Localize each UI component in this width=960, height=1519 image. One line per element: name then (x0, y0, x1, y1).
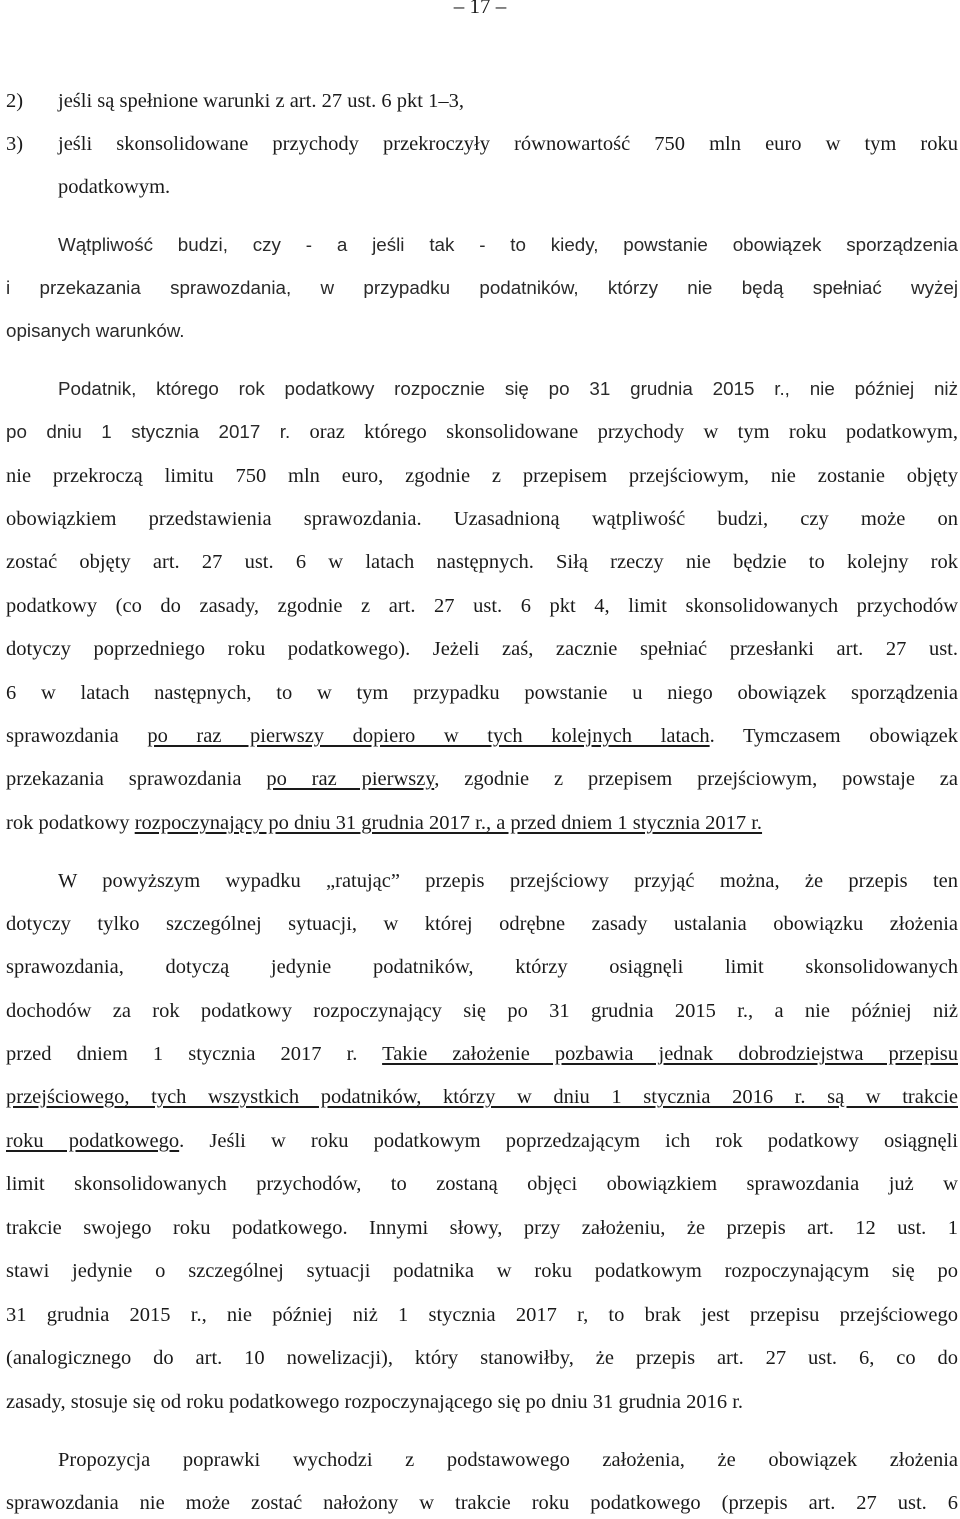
underlined-text: rozpoczynający po dniu 31 grudnia 2017 r., a przed dniem 1 stycznia 2017 r. (134, 812, 763, 834)
underlined-text: po raz pierwszy dopiero w tych kolejnych latach (147, 725, 710, 747)
paragraph-line (6, 766, 958, 792)
page-number: – 17 – (453, 0, 507, 18)
paragraph-fragment: po dniu 1 stycznia 2017 r. (6, 421, 291, 442)
paragraph-line: Wątpliwość budzi, czy - a jeśli tak - to kiedy, powstanie obowiązek sporządzenia (58, 234, 958, 255)
paragraph-fragment: . Jeśli w roku podatkowym poprzedzającym ich rok podatkowy osiągnęli (179, 1130, 959, 1152)
paragraph-line: zostać objęty art. 27 ust. 6 w latach następnych. Siłą rzeczy nie będzie to kolejny rok (6, 551, 958, 573)
paragraph-line: Propozycja poprawki wychodzi z podstawowego założenia, że obowiązek złożenia (58, 1449, 958, 1471)
underlined-text: roku podatkowego (6, 1130, 180, 1152)
paragraph-line (6, 1041, 958, 1067)
list-item-number: 2) (6, 90, 24, 112)
paragraph-line: stawi jedynie o szczególnej sytuacji podatnika w roku podatkowym rozpoczynającym się po (6, 1260, 958, 1282)
list-item-text: jeśli skonsolidowane przychody przekroczyły równowartość 750 mln euro w tym roku (58, 133, 958, 155)
paragraph-line: podatkowy (co do zasady, zgodnie z art. 27 ust. 6 pkt 4, limit skonsolidowanych przychodów (6, 595, 958, 617)
paragraph-line: nie przekroczą limitu 750 mln euro, zgodnie z przepisem przejściowym, nie zostanie objęty (6, 465, 958, 487)
paragraph-line: opisanych warunków. (6, 320, 185, 341)
paragraph-line: zasady, stosuje się od roku podatkowego rozpoczynającego się po dniu 31 grudnia 2016 r. (6, 1391, 744, 1413)
list-item-continuation: podatkowym. (58, 176, 171, 198)
list-item-number: 3) (6, 133, 24, 155)
paragraph-line: limit skonsolidowanych przychodów, to zostaną objęci obowiązkiem sprawozdania już w (6, 1173, 958, 1195)
list-item-text: jeśli są spełnione warunki z art. 27 ust. 6 pkt 1–3, (58, 90, 464, 112)
paragraph-line (6, 723, 958, 749)
paragraph-line: dotyczy poprzedniego roku podatkowego). Jeżeli zaś, zacznie spełniać przesłanki art. 27 ust. (6, 638, 958, 660)
paragraph-line: Podatnik, którego rok podatkowy rozpocznie się po 31 grudnia 2015 r., nie później niż (58, 378, 958, 399)
paragraph-fragment: przekazania sprawozdania (6, 768, 267, 790)
paragraph-line-underlined: przejściowego, tych wszystkich podatników, którzy w dniu 1 stycznia 2016 r. są w trakcie (6, 1086, 958, 1108)
paragraph-line: i przekazania sprawozdania, w przypadku podatników, którzy nie będą spełniać wyżej (6, 277, 958, 298)
underlined-text: Takie założenie pozbawia jednak dobrodziejstwa przepisu (382, 1043, 958, 1065)
paragraph-fragment: rok podatkowy (6, 812, 135, 834)
paragraph-line: dochodów za rok podatkowy rozpoczynający się po 31 grudnia 2015 r., a nie później niż (6, 1000, 958, 1022)
paragraph-line (6, 810, 958, 836)
paragraph-line: trakcie swojego roku podatkowego. Innymi słowy, przy założeniu, że przepis art. 12 ust. 1 (6, 1217, 958, 1239)
paragraph-line: dotyczy tylko szczególnej sytuacji, w której odrębne zasady ustalania obowiązku złożenia (6, 913, 958, 935)
paragraph-fragment: sprawozdania (6, 725, 148, 747)
list-item (6, 88, 958, 114)
paragraph-fragment: . Tymczasem obowiązek (709, 725, 958, 747)
underlined-text: po raz pierwszy (266, 768, 435, 790)
paragraph-line: sprawozdania nie może zostać nałożony w trakcie roku podatkowego (przepis art. 27 ust. 6 (6, 1492, 958, 1514)
paragraph-line (6, 1128, 958, 1154)
paragraph-line (6, 419, 958, 445)
paragraph-fragment: , zgodnie z przepisem przejściowym, powstaje za (434, 768, 958, 790)
paragraph-line: 6 w latach następnych, to w tym przypadku powstanie u niego obowiązek sporządzenia (6, 682, 958, 704)
list-item (6, 131, 958, 157)
paragraph-line: 31 grudnia 2015 r., nie później niż 1 stycznia 2017 r, to brak jest przepisu przejściowego (6, 1304, 958, 1326)
paragraph-line: W powyższym wypadku „ratując” przepis przejściowy przyjąć można, że przepis ten (58, 870, 958, 892)
paragraph-fragment: przed dniem 1 stycznia 2017 r. (6, 1043, 383, 1065)
paragraph-line: (analogicznego do art. 10 nowelizacji), który stanowiłby, że przepis art. 27 ust. 6, co do (6, 1347, 958, 1369)
paragraph-line: sprawozdania, dotyczą jedynie podatników, którzy osiągnęli limit skonsolidowanych (6, 956, 958, 978)
paragraph-line: obowiązkiem przedstawienia sprawozdania. Uzasadnioną wątpliwość budzi, czy może on (6, 508, 958, 530)
paragraph-fragment: oraz którego skonsolidowane przychody w tym roku podatkowym, (290, 421, 958, 443)
